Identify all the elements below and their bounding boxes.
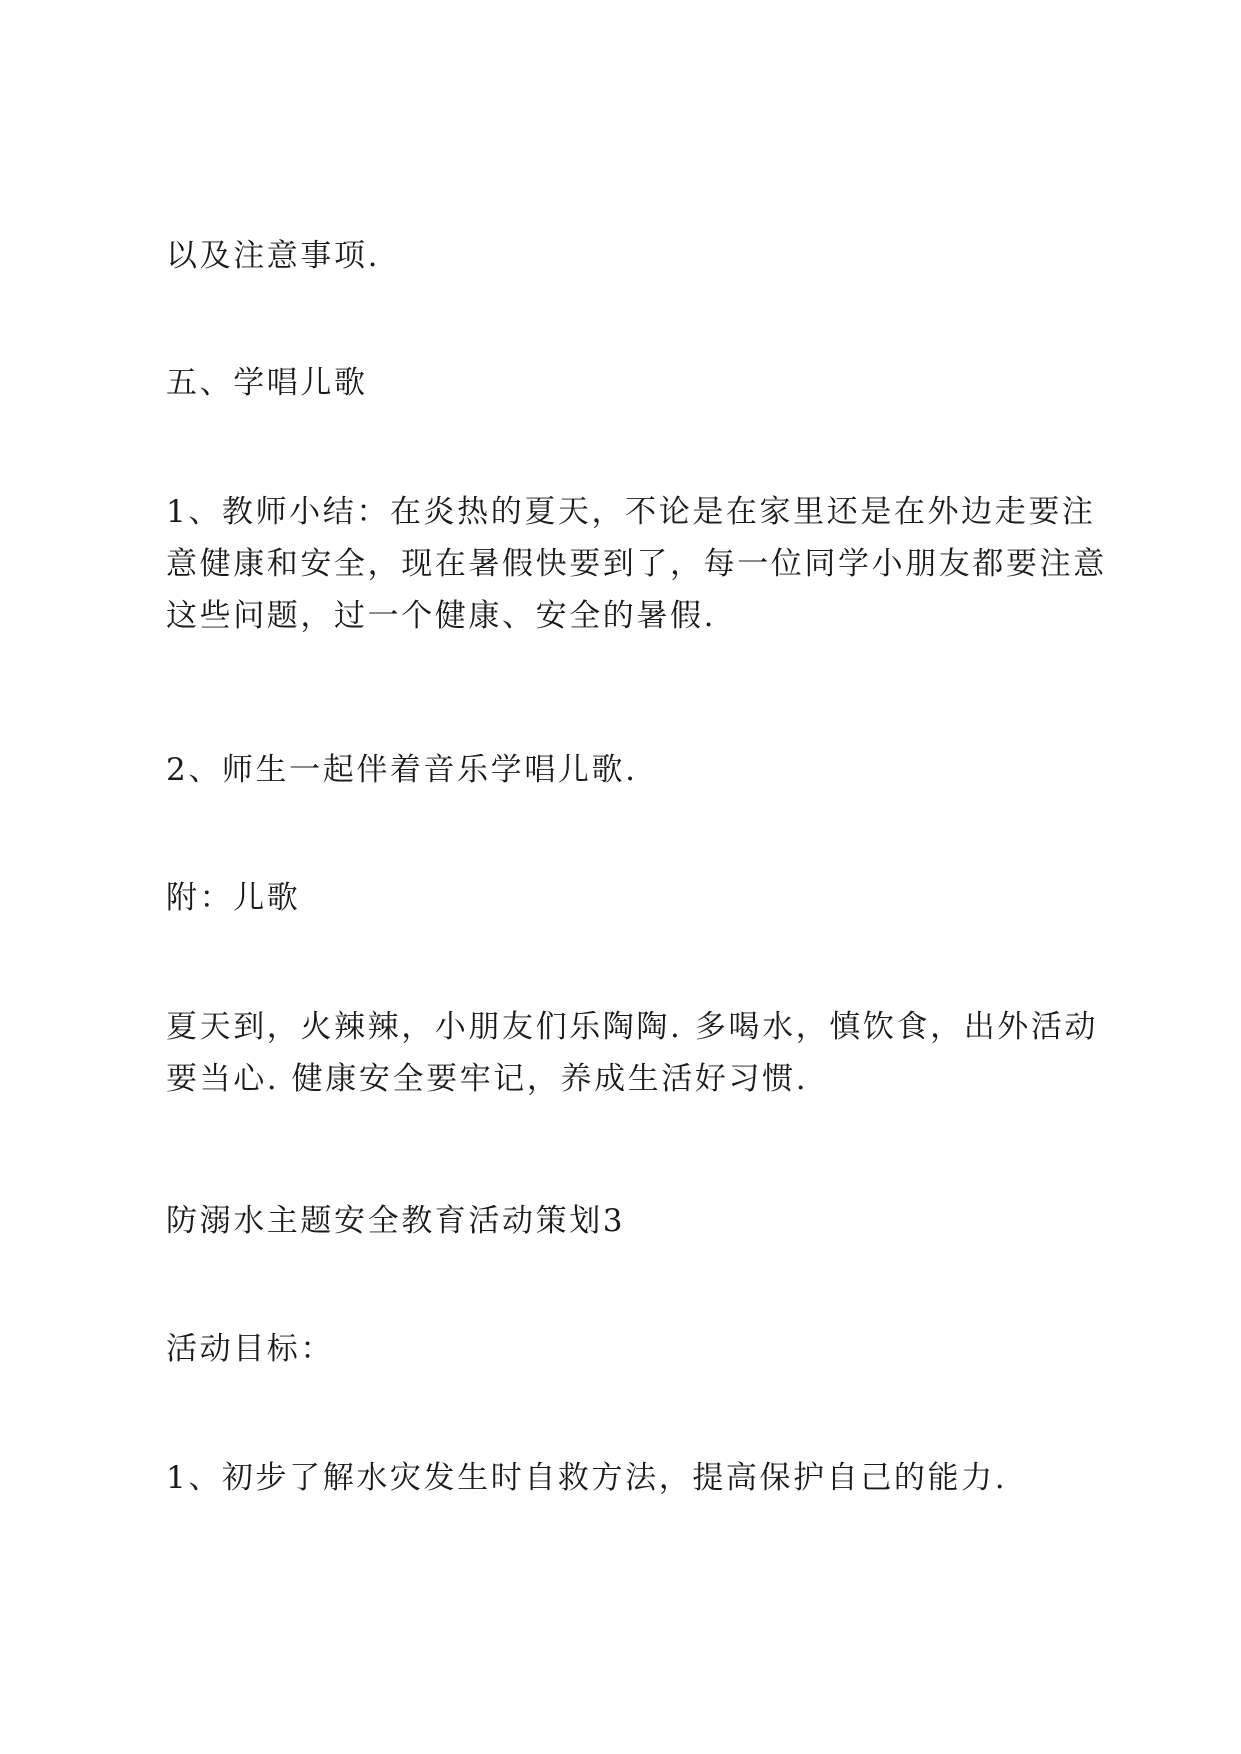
heading-activity-goals xyxy=(166,1323,1106,1375)
heading-activity-plan-3 xyxy=(166,1195,1106,1247)
text-line: 这些问题，过一个健康、安全的暑假. xyxy=(166,598,717,634)
text-line: 2、师生一起伴着音乐学唱儿歌. xyxy=(166,752,638,788)
text-line: 要当心. 健康安全要牢记，养成生活好习惯. xyxy=(166,1061,809,1097)
paragraph-attention-items xyxy=(166,230,1106,282)
paragraph-appendix-song xyxy=(166,872,1106,924)
text-line: 夏天到，火辣辣，小朋友们乐陶陶. 多喝水，慎饮食，出外活动 xyxy=(166,1009,1099,1045)
paragraph-song-lyrics xyxy=(166,1001,1106,1105)
text-line: 意健康和安全，现在暑假快要到了，每一位同学小朋友都要注意 xyxy=(166,546,1107,582)
text-line: 1、教师小结：在炎热的夏天，不论是在家里还是在外边走要注 xyxy=(166,494,1096,530)
paragraph-sing-together xyxy=(166,744,1106,796)
paragraph-goal-1 xyxy=(166,1452,1106,1504)
text-line: 防溺水主题安全教育活动策划3 xyxy=(166,1203,626,1239)
text-line: 活动目标： xyxy=(166,1331,334,1367)
paragraph-teacher-summary xyxy=(166,486,1106,642)
text-line: 1、初步了解水灾发生时自救方法，提高保护自己的能力. xyxy=(166,1460,1008,1496)
text-line: 附：儿歌 xyxy=(166,880,301,916)
section-heading-learn-song xyxy=(166,357,1106,409)
text-line: 以及注意事项. xyxy=(166,238,381,274)
text-line: 五、学唱儿歌 xyxy=(166,365,368,401)
